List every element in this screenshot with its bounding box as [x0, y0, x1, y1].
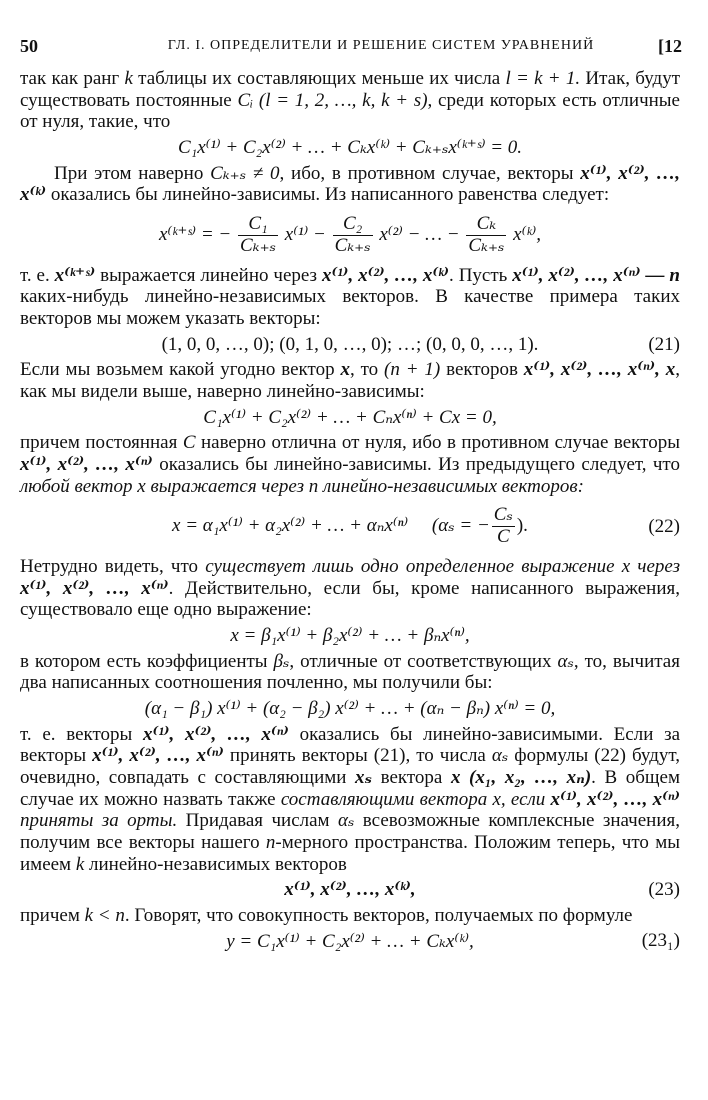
equation-21: (1, 0, 0, …, 0); (0, 1, 0, …, 0); …; (0, 0, 0, …, 1). (21)	[161, 333, 680, 355]
equation-c-sum: C₁x⁽¹⁾ + C₂x⁽²⁾ + … + Cₖx⁽ᵏ⁾ + Cₖ₊ₛx⁽ᵏ⁺ˢ⁾ = 0.	[177, 136, 523, 158]
page-body	[20, 68, 680, 956]
paragraph-6: Нетрудно видеть, что существует лишь одно определенное выражение x через x⁽¹⁾, x⁽²⁾, …, x⁽ⁿ⁾. Действительно, если бы, кроме написанного выражения, существовало еще одно выражение:	[20, 556, 681, 621]
paragraph-4: Если мы возьмем какой угодно вектор x, то (n + 1) векторов x⁽¹⁾, x⁽²⁾, …, x⁽ⁿ⁾, x, как мы видели выше, наверно линейно-зависимы:	[20, 359, 680, 402]
equation-23: x⁽¹⁾, x⁽²⁾, …, x⁽ᵏ⁾, (23)	[284, 879, 680, 901]
equation-number-23-1: (23₁)	[641, 930, 680, 952]
paragraph-1: так как ранг k таблицы их составляющих меньше их числа l = k + 1. Итак, будут существовать постоянные Cᵢ (l = 1, 2, …, k, k + s), среди которых есть отличные от нуля, такие, что	[20, 68, 681, 133]
paragraph-5: причем постоянная C наверно отлична от нуля, ибо в противном случае векторы x⁽¹⁾, x⁽²⁾, …, x⁽ⁿ⁾ оказались бы линейно-зависимы. Из предыдущего следует, что любой вектор x выражается через n линейно-независимых векторов:	[20, 432, 680, 497]
section-number: [12	[658, 36, 682, 56]
equation-diff: (α₁ − β₁) x⁽¹⁾ + (α₂ − β₂) x⁽²⁾ + … + (αₙ − βₙ) x⁽ⁿ⁾ = 0,	[144, 698, 556, 719]
running-title: ГЛ. I. ОПРЕДЕЛИТЕЛИ И РЕШЕНИЕ СИСТЕМ УРАВНЕНИЙ	[167, 38, 595, 53]
equation-22: x = α₁x⁽¹⁾ + α₂x⁽²⁾ + … + αₙx⁽ⁿ⁾ (αₛ = − $\frac{\text{Cₛ}}{C}$ ). (22)	[172, 504, 680, 548]
running-header	[20, 36, 682, 62]
equation-number-21: (21)	[648, 333, 680, 355]
equation-beta: x = β₁x⁽¹⁾ + β₂x⁽²⁾ + … + βₙx⁽ⁿ⁾,	[230, 625, 470, 647]
equation-c-n: C₁x⁽¹⁾ + C₂x⁽²⁾ + … + Cₙx⁽ⁿ⁾ + Cx = 0,	[203, 406, 497, 428]
fraction-c2: $\frac{\text{C₂}}{\text{Cₖ₊ₛ}}$	[334, 212, 371, 256]
paragraph-7: в котором есть коэффициенты βₛ, отличные от соответствующих αₛ, то, вычитая два написанных соотношения почленно, мы получили бы:	[20, 650, 680, 694]
fraction-ck: $\frac{\text{Cₖ}}{\text{Cₖ₊ₛ}}$	[468, 212, 505, 256]
fraction-c1: $\frac{\text{C₁}}{\text{Cₖ₊ₛ}}$	[239, 212, 277, 256]
equation-number-22: (22)	[648, 515, 680, 537]
equation-xks: x⁽ᵏ⁺ˢ⁾ = − $\frac{\text{C₁}}{\text{Cₖ₊ₛ}}$ x⁽¹⁾ − $\frac{\text{C₂}}{\text{Cₖ₊ₛ}}$ x⁽²⁾ − … − $\frac{\text{Cₖ}}{\text{Cₖ₊ₛ}}$ x⁽ᵏ⁾,	[158, 212, 542, 256]
equation-23-1: y = C₁x⁽¹⁾ + C₂x⁽²⁾ + … + Cₖx⁽ᵏ⁾, (23₁)	[226, 930, 680, 952]
page-number: 50	[20, 36, 38, 56]
paragraph-2: При этом наверно Cₖ₊ₛ ≠ 0, ибо, в противном случае, векторы x⁽¹⁾, x⁽²⁾, …, x⁽ᵏ⁾ оказались бы линейно-зависимы. Из написанного равенства следует:	[20, 162, 680, 206]
paragraph-3: т. е. x⁽ᵏ⁺ˢ⁾ выражается линейно через x⁽¹⁾, x⁽²⁾, …, x⁽ᵏ⁾. Пусть x⁽¹⁾, x⁽²⁾, …, x⁽ⁿ⁾ — n каких-нибудь линейно-независимых векторов. В качестве примера таких векторов мы можем указать векторы:	[20, 264, 680, 330]
equation-number-23: (23)	[648, 879, 680, 901]
fraction-cs-c: $\frac{\text{Cₛ}}{C}$	[493, 504, 513, 548]
paragraph-9: причем k < n. Говорят, что совокупность векторов, получаемых по формуле	[20, 904, 633, 926]
paragraph-8: т. е. векторы x⁽¹⁾, x⁽²⁾, …, x⁽ⁿ⁾ оказались бы линейно-зависимыми. Если за векторы x⁽¹⁾, x⁽²⁾, …, x⁽ⁿ⁾ принять векторы (21), то числа αₛ формулы (22) будут, очевидно, совпадать с составляющими xₛ вектора x (x₁, x₂, …, xₙ). В общем случае их можно назвать также составляющими вектора x, если x⁽¹⁾, x⁽²⁾, …, x⁽ⁿ⁾ приняты за орты. Придавая числам αₛ всевозможные комплексные значения, получим все векторы нашего n-мерного пространства. Положим теперь, что мы имеем k линейно-независимых векторов	[20, 723, 681, 875]
